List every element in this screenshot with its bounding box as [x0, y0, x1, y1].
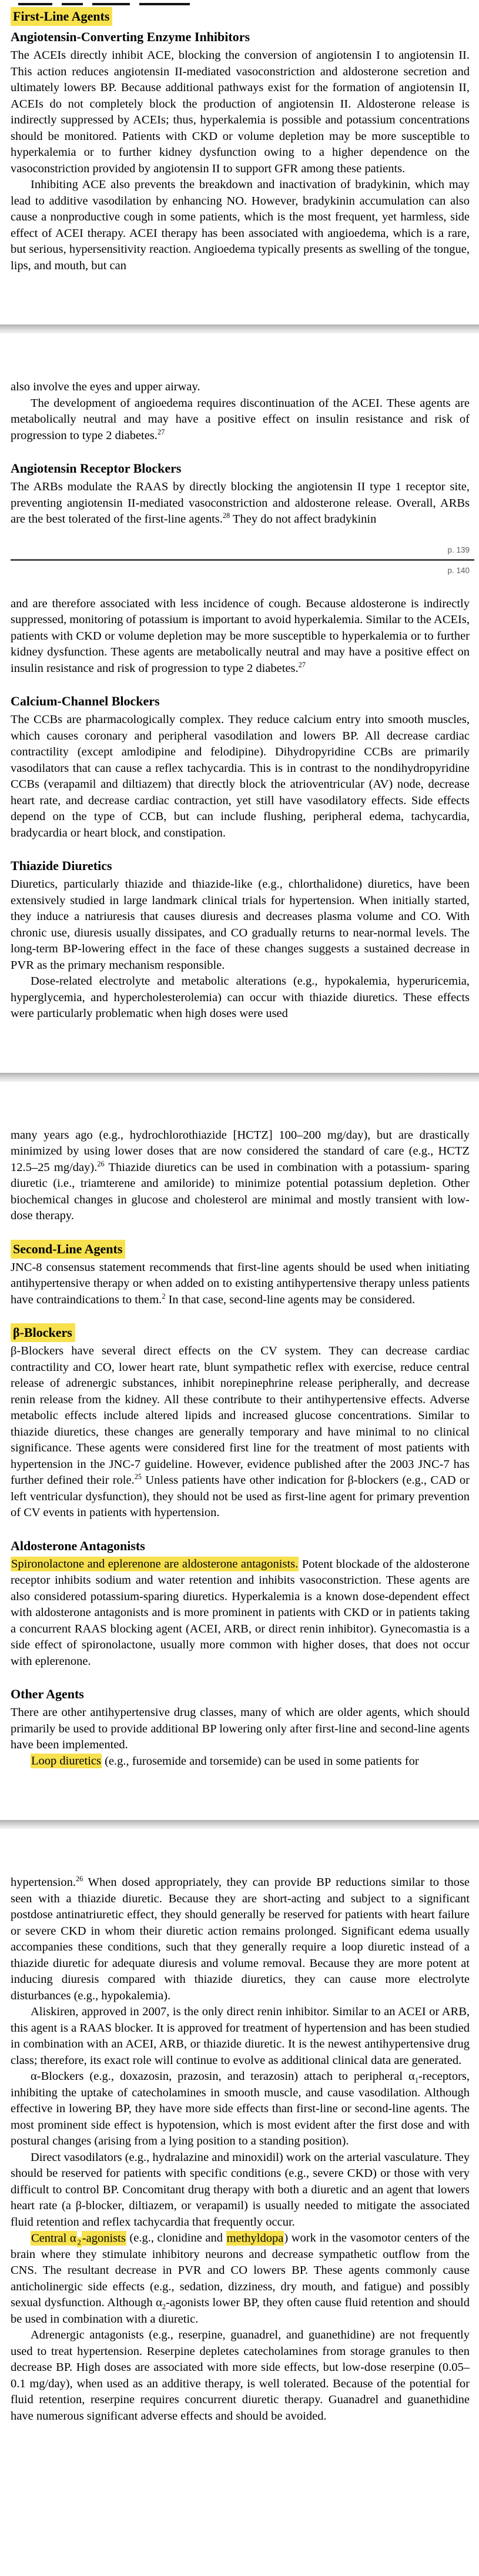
- paragraph-acei-1: The ACEIs directly inhibit ACE, blocking the conversion of angiotensin I to angiotensin II. This action reduces angiotensin II-mediated vasoconstriction and aldosterone secretion and ultimately lowers BP. Because additional pathways exist for the formation of angiotensin II, ACEIs do not completely block the production of angiotensin II. Aldosterone release is indirectly suppressed by ACEIs; thus, hyperkalemia is possible and potassium concentrations should be monitored. Patients with CKD or volume depletion may be more susceptible to hyperkalemia or to further kidney dysfunction owing to a higher dependence on the vasoconstriction provided by angiotensin II to support GFR among these patients.: [11, 49, 470, 175]
- heading-thiazide-diuretics: Thiazide Diuretics: [11, 858, 112, 873]
- heading-first-line-agents: First-Line Agents: [11, 8, 470, 25]
- section-separator-band: [0, 1820, 479, 1829]
- paragraph-thiazide-3: many years ago (e.g., hydrochlorothiazide [HCTZ] 100–200 mg/day), but are drastically minimized by using lower doses that are now considered the standard of care (e.g., HCTZ 12.5–25 mg/day).$^{26}$ Thiazide diuretics can be used in combination with a potassium- sparing diuretic (i.e., triamterene and amiloride) to minimize potential potassium depletion. Other biochemical changes in glucose and cholesterol are minimal and mostly transient with low-dose therapy.: [11, 1128, 470, 1222]
- paragraph-beta-blockers: β-Blockers have several direct effects on the CV system. They can decrease cardiac contractility and CO, lower heart rate, blunt sympathetic reflex with exercise, reduce central release of adrenergic substances, inhibit norepinephrine release peripherally, and decrease renin release from the kidney. All these contribute to their antihypertensive effects. Adverse metabolic effects include altered lipids and increased glucose concentrations. Similar to thiazide diuretics, these changes are generally temporary and have minimal to no clinical significance. These agents were considered first line for the treatment of most patients with hypertension in the JNC-7 guideline. However, evidence published after the 2003 JNC-7 has further defined their role.$^{25}$ Unless patients have other indication for β-blockers (e.g., CAD or left ventricular dysfunction), they should not be used as first-line agent for primary prevention of CV events in patients with hypertension.: [11, 1344, 470, 1519]
- heading-aldosterone-antagonists: Aldosterone Antagonists: [11, 1538, 145, 1553]
- heading-acei: Angiotensin-Converting Enzyme Inhibitors: [11, 29, 250, 44]
- paragraph-adrenergic-antagonists: Adrenergic antagonists (e.g., reserpine, guanadrel, and guanethidine) are not frequently used to treat hypertension. Reserpine depletes catecholamines from storage granules to then decrease BP. High doses are associated with more side effects, but low-dose reserpine (0.05–0.1 mg/day), when used as an additive therapy, is well tolerated. Because of the potential for fluid retention, reserpine requires concurrent diuretic therapy. Guanadrel and guanethidine have numerous significant adverse effects and should be avoided.: [11, 2329, 470, 2423]
- page-break: [11, 546, 470, 575]
- paragraph-direct-vasodilators: Direct vasodilators (e.g., hydralazine and minoxidil) work on the arterial vasculature. They should be reserved for patients with specific conditions (e.g., severe CKD) or those with very difficult to control BP. Concomitant drug therapy with both a diuretic and an agent that lowers heart rate (a β-blocker, diltiazem, or verapamil) is usually needed to mitigate the associated fluid retention and reflex tachycardia that frequently occur.: [11, 2150, 470, 2229]
- section-separator-band: [0, 324, 479, 333]
- paragraph-thiazide-1: Diuretics, particularly thiazide and thiazide-like (e.g., chlorthalidone) diuretics, have been extensively studied in large landmark clinical trials for hypertension. When initially started, they induce a natriuresis that causes diuresis and decreases plasma volume and CO. With chronic use, diuresis usually dissipates, and CO gradually returns to near-normal levels. The long-term BP-lowering effect in the face of these changes suggests a sustained decrease in PVR as the primary mechanism responsible.: [11, 878, 470, 972]
- paragraph-acei-4: The development of angioedema requires discontinuation of the ACEI. These agents are metabolically neutral and may have a positive effect on insulin resistance and risk of progression to type 2 diabetes.$^{27}$: [11, 396, 470, 442]
- clipped-text-fragment: [18, 3, 470, 6]
- heading-arb: Angiotensin Receptor Blockers: [11, 461, 182, 476]
- paragraph-central-alpha2-agonists: Central α $_2$-agonists (e.g., clonidine and methyldopa) work in the vasomotor centers of the brain where they stimulate inhibitory neurons and decrease sympathetic outflow from the CNS. The resultant decrease in PVR and CO lowers BP. These agents commonly cause anticholinergic side effects (e.g., sedation, dizziness, dry mouth, and fatigue) and possibly sexual dysfunction. Although $\alpha_2$-agonists lower BP, they often cause fluid retention and should be used in combination with a diuretic.: [11, 2232, 470, 2326]
- paragraph-aldosterone: Spironolactone and eplerenone are aldosterone antagonists. Potent blockade of the aldosterone receptor inhibits sodium and water retention and inhibits vasoconstriction. These agents are also considered potassium-sparing diuretics. Hyperkalemia is a known dose-dependent effect with aldosterone antagonists and is more prominent in patients with CKD or in patients taking a concurrent RAAS blocking agent (ACEI, ARB, or direct renin inhibitor). Gynecomastia is a side effect of spironolactone, usually more common with higher doses, that does not occur with eplerenone.: [11, 1557, 470, 1668]
- paragraph-acei-2: Inhibiting ACE also prevents the breakdown and inactivation of bradykinin, which may lead to additive vasodilation by enhancing NO. However, bradykinin accumulation can also cause a nonproductive cough in some patients, which is the most frequent, yet harmless, side effect of ACEI therapy. ACEI therapy has been associated with angioedema, which is a rare, but serious, hypersensitivity reaction. Angioedema typically presents as swelling of the tongue, lips, and mouth, but can: [11, 178, 470, 272]
- paragraph-arb-2: and are therefore associated with less incidence of cough. Because aldosterone is indirectly suppressed, monitoring of potassium is important to avoid hyperkalemia. Similar to the ACEIs, patients with CKD or volume depletion may be more susceptible to hyperkalemia or to further kidney dysfunction. These agents are metabolically neutral and may have a positive effect on insulin resistance and risk of progression to type 2 diabetes.$^{27}$: [11, 597, 470, 675]
- heading-second-line-agents: Second-Line Agents: [11, 1240, 470, 1258]
- page-number-next: p. 140: [447, 566, 470, 575]
- paragraph-arb-1: The ARBs modulate the RAAS by directly blocking the angiotensin II type 1 receptor site, preventing angiotensin II-mediated vasoconstriction and aldosterone release. Overall, ARBs are the best tolerated of the first-line agents.$^{28}$ They do not affect bradykinin: [11, 480, 470, 526]
- heading-other-agents: Other Agents: [11, 1687, 84, 1701]
- section-separator-band: [0, 1073, 479, 1082]
- paragraph-thiazide-2: Dose-related electrolyte and metabolic alterations (e.g., hypokalemia, hyperuricemia, hyperglycemia, and hypercholesterolemia) can occur with thiazide diuretics. These effects were particularly problematic when high doses were used: [11, 975, 470, 1020]
- paragraph-ccb: The CCBs are pharmacologically complex. They reduce calcium entry into smooth muscles, which causes coronary and peripheral vasodilation and lowers BP. All decrease cardiac contractility (except amlodipine and felodipine). Dihydropyridine CCBs are primarily vasodilators that can cause a reflex tachycardia. This is in contrast to the nondihydropyridine CCBs (verapamil and diltiazem) that directly block the atrioventricular (AV) node, decrease heart rate, and decrease cardiac contraction, yet still have vasodilatory effects. Side effects depend on the type of CCB, but can include flushing, peripheral edema, tachycardia, bradycardia or heart block, and constipation.: [11, 713, 470, 839]
- heading-beta-blockers: β-Blockers: [11, 1324, 470, 1341]
- paragraph-alpha-blockers: α-Blockers (e.g., doxazosin, prazosin, and terazosin) attach to peripheral $\alpha_1$-receptors, inhibiting the uptake of catecholamines in smooth muscle, and cause vasodilation. Although effective in lowering BP, they have more side effects than first-line or second-line agents. The most prominent side effect is hypotension, which is most evident after the first dose and with postural changes (arising from a lying position to a standing position).: [11, 2070, 470, 2147]
- heading-ccb: Calcium-Channel Blockers: [11, 694, 160, 708]
- paragraph-loop-diuretics-1: Loop diuretics (e.g., furosemide and torsemide) can be used in some patients for: [31, 1754, 419, 1768]
- paragraph-other-agents: There are other antihypertensive drug classes, many of which are older agents, which should primarily be used to provide additional BP lowering only after first-line and second-line agents have been implemented.: [11, 1706, 470, 1751]
- page-break-rule: [11, 559, 474, 561]
- paragraph-acei-3: also involve the eyes and upper airway.: [11, 380, 200, 393]
- page-number-prev: p. 139: [447, 545, 470, 554]
- paragraph-aliskiren: Aliskiren, approved in 2007, is the only direct renin inhibitor. Similar to an ACEI or ARB, this agent is a RAAS blocker. It is approved for treatment of hypertension and has been studied in combination with an ACEI, ARB, or thiazide diuretic. It is the newest antihypertensive drug class; therefore, its exact role will continue to evolve as additional clinical data are generated.: [11, 2005, 470, 2067]
- paragraph-jnc8: JNC-8 consensus statement recommends that first-line agents should be used when initiating antihypertensive therapy or when added on to existing antihypertensive therapy unless patients have contraindications to them.$^2$ In that case, second-line agents may be considered.: [11, 1260, 470, 1306]
- paragraph-loop-diuretics-2: hypertension.$^{26}$ When dosed appropriately, they can provide BP reductions similar to those seen with a thiazide diuretic. Because they are short-acting and subject to a significant postdose antinatriuretic effect, they should generally be reserved for patients with heart failure or severe CKD in whom their diuretic action remains prolonged. Significant edema usually accompanies these conditions, such that they generally require a loop diuretic instead of a thiazide diuretic for adequate diuresis and volume removal. Because they are more potent at inducing diuresis compared with thiazide diuretics, they can cause more electrolyte disturbances (e.g., hypokalemia).: [11, 1875, 470, 2002]
